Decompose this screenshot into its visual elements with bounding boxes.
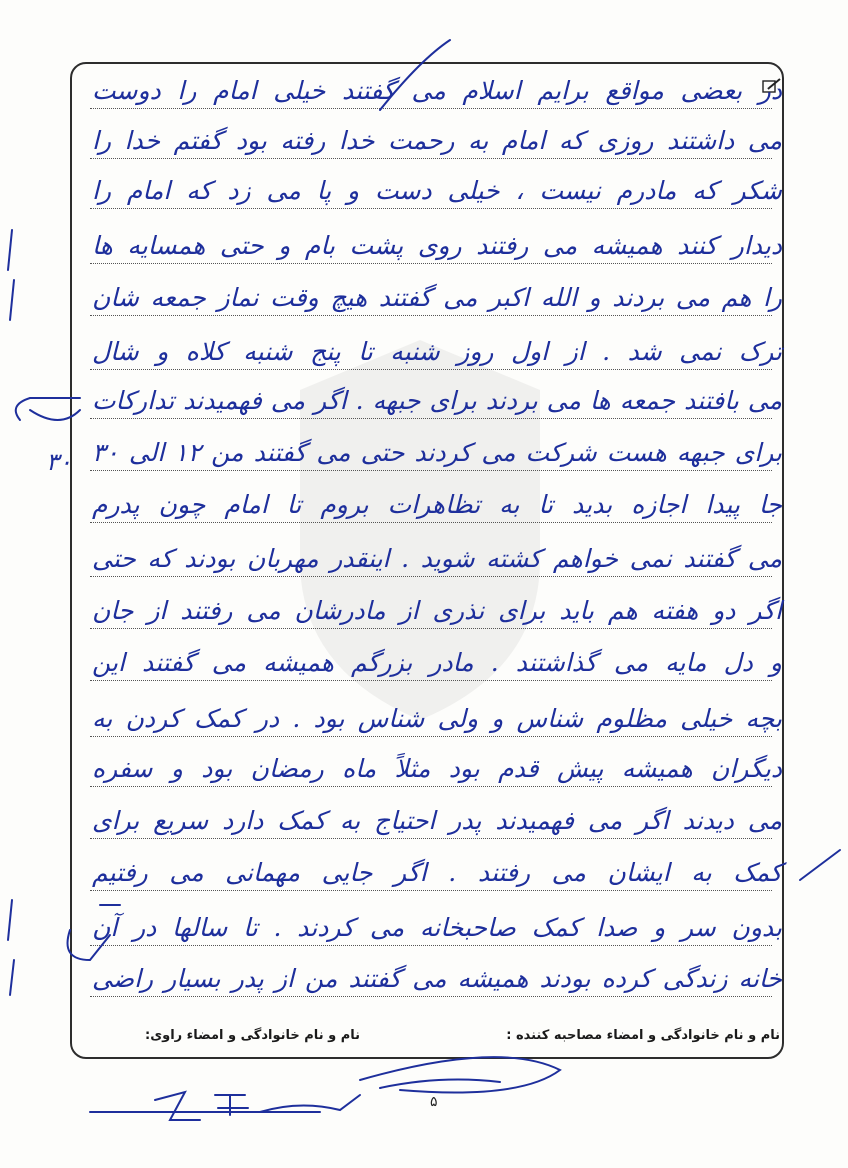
ruled-line	[90, 890, 772, 891]
ruled-line	[90, 369, 772, 370]
handwritten-line: برای جبهه هست شرکت می کردند حتی می گفتند من ۱۲ الی ۳۰	[92, 438, 782, 467]
ruled-line	[90, 576, 772, 577]
signature-labels	[145, 1024, 780, 1048]
handwritten-line: در بعضی مواقع برایم اسلام می گفتند خیلی امام را دوست	[92, 76, 782, 105]
ruled-line	[90, 208, 772, 209]
interviewer-signature-label: نام و نام خانوادگی و امضاء مصاحبه کننده :	[506, 1028, 780, 1043]
margin-note-left: ۳۰	[46, 448, 72, 476]
narrator-signature-label: نام و نام خانوادگی و امضاء راوی:	[145, 1028, 360, 1043]
handwritten-line: و دل مایه می گذاشتند . مادر بزرگم همیشه می گفتند این	[92, 648, 782, 677]
handwritten-line: شکر که مادرم نیست ، خیلی دست و پا می زد که امام را	[92, 176, 782, 205]
handwritten-line: می گفتند نمی خواهم کشته شوید . اینقدر مهربان بودند که حتی	[92, 544, 782, 573]
handwritten-line: کمک به ایشان می رفتند . اگر جایی مهمانی می رفتیم	[92, 858, 782, 887]
ruled-line	[90, 838, 772, 839]
handwritten-line: را هم می بردند و الله اکبر می گفتند هیچ وقت نماز جمعه شان	[92, 283, 782, 312]
handwritten-line: می داشتند روزی که امام به رحمت خدا رفته بود گفتم خدا را	[92, 126, 782, 155]
ruled-line	[90, 108, 772, 109]
ruled-line	[90, 470, 772, 471]
handwritten-line: می بافتند جمعه ها می بردند برای جبهه . اگر می فهمیدند تدارکات	[92, 386, 782, 415]
ruled-line	[90, 680, 772, 681]
handwritten-line: بدون سر و صدا کمک صاحبخانه می کردند . تا سالها در آن	[92, 913, 782, 942]
ruled-line	[90, 996, 772, 997]
ruled-line	[90, 945, 772, 946]
handwritten-line: ترک نمی شد . از اول روز شنبه تا پنج شنبه کلاه و شال	[92, 337, 782, 366]
ruled-line	[90, 786, 772, 787]
ruled-line	[90, 522, 772, 523]
handwritten-line: دیدار کنند همیشه می رفتند روی پشت بام و حتی همسایه ها	[92, 231, 782, 260]
ruled-line	[90, 418, 772, 419]
ruled-line	[90, 158, 772, 159]
handwritten-line: می دیدند اگر می فهمیدند پدر احتیاج به کمک دارد سریع برای	[92, 806, 782, 835]
handwritten-line: جا پیدا اجازه بدید تا به تظاهرات بروم تا امام چون پدرم	[92, 490, 782, 519]
ruled-line	[90, 628, 772, 629]
ruled-line	[90, 736, 772, 737]
handwritten-line: دیگران همیشه پیش قدم بود مثلاً ماه رمضان بود و سفره	[92, 754, 782, 783]
ruled-line	[90, 263, 772, 264]
handwritten-line: بچه خیلی مظلوم شناس و ولی شناس بود . در کمک کردن به	[92, 704, 782, 733]
handwritten-line: خانه زندگی کرده بودند همیشه می گفتند من از پدر بسیار راضی	[92, 964, 782, 993]
ruled-line	[90, 315, 772, 316]
handwritten-line: اگر دو هفته هم باید برای نذری از مادرشان می رفتند از جان	[92, 596, 782, 625]
page-number: ۵	[430, 1094, 438, 1110]
